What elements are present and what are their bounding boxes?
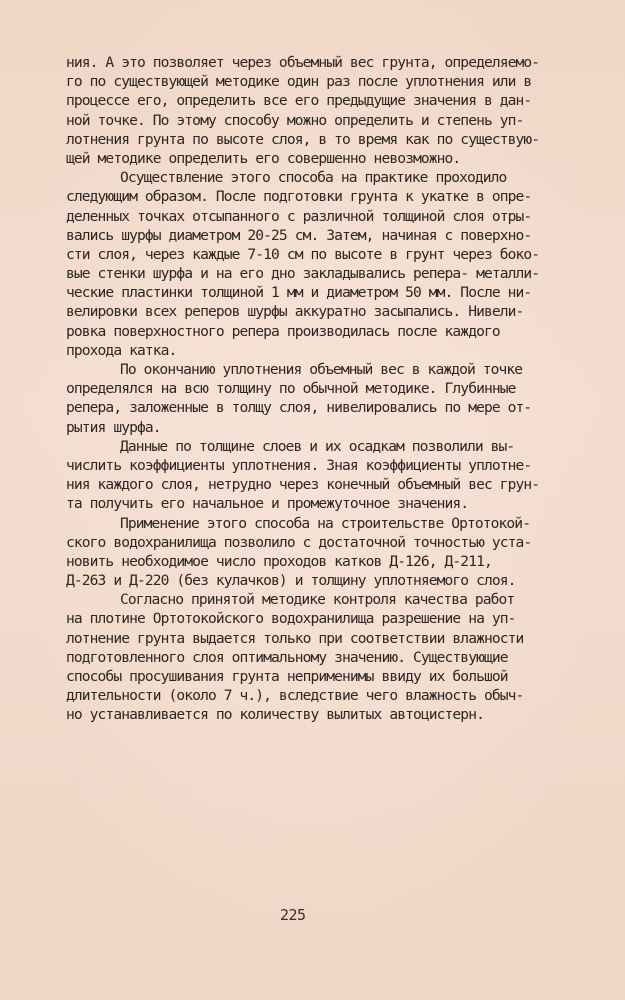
text-line: ровка поверхностного репера производилась после каждого [66, 322, 500, 340]
text-line: щей методике определить его совершенно невозможно. [66, 149, 461, 167]
text-line: лотнение грунта выдается только при соответствии влажности [66, 629, 524, 647]
paragraph-first-line: Согласно принятой методике контроля качества работ [120, 591, 515, 609]
paragraph-first-line: По окончанию уплотнения объемный вес в каждой точке [120, 361, 523, 378]
text-line: но устанавливается по количеству вылитых автоцистерн. [66, 706, 484, 724]
text-line: велировки всех реперов шурфы аккуратно засыпались. Нивели- [66, 303, 524, 321]
paragraph-first-line: Осуществление этого способа на практике проходило [120, 169, 507, 187]
text-line: ной точке. По этому способу можно определить и степень уп- [66, 111, 524, 129]
text-line: следующим образом. После подготовки грунта к укатке в опре- [66, 188, 532, 206]
page-number: 225 [280, 906, 306, 924]
text-line: ческие пластинки толщиной 1 мм и диаметром 50 мм. После ни- [66, 284, 532, 302]
text-line: деленных точках отсыпанного с различной толщиной слоя отры- [66, 207, 532, 225]
text-line: рытия шурфа. [66, 418, 161, 436]
text-line: Д-263 и Д-220 (без кулачков) и толщину уплотняемого слоя. [66, 572, 516, 590]
text-line: на плотине Ортотокойского водохранилища разрешение на уп- [66, 610, 516, 628]
paragraph-first-line: Данные по толщине слоев и их осадкам позволили вы- [120, 437, 515, 455]
text-line: го по существующей методике один раз после уплотнения или в [66, 73, 532, 91]
text-line: прохода катка. [66, 341, 177, 359]
text-line: процессе его, определить все его предыдущие значения в дан- [66, 92, 532, 110]
text-line: способы просушивания грунта неприменимы ввиду их большой [66, 668, 508, 685]
text-line: лотнения грунта по высоте слоя, в то время как по существую- [66, 130, 540, 148]
text-line: ния каждого слоя, нетрудно через конечный объемный вес грун- [66, 476, 540, 494]
text-line: вые стенки шурфа и на его дно закладывались репера- металли- [66, 265, 540, 283]
text-line: ского водохранилища позволило с достаточной точностью уста- [66, 533, 532, 551]
text-line: репера, заложенные в толщу слоя, нивелировались по мере от- [66, 399, 532, 417]
text-line: числить коэффициенты уплотнения. Зная коэффициенты уплотне- [66, 456, 532, 474]
text-line: вались шурфы диаметром 20-25 см. Затем, начиная с поверхно- [66, 226, 532, 244]
text-line: ния. А это позволяет через объемный вес грунта, определяемо- [66, 54, 540, 71]
paragraph-first-line: Применение этого способа на строительстве Ортотокой- [120, 514, 531, 532]
text-line: подготовленного слоя оптимальному значению. Существующие [66, 648, 508, 666]
text-line: длительности (около 7 ч.), вследствие чего влажность обыч- [66, 687, 524, 705]
text-line: новить необходимое число проходов катков Д-126, Д-211, [66, 552, 492, 570]
text-line: определялся на всю толщину по обычной методике. Глубинные [66, 380, 516, 398]
text-line: та получить его начальное и промежуточное значения. [66, 495, 469, 513]
body-text [66, 53, 562, 725]
text-line: сти слоя, через каждые 7-10 см по высоте в грунт через боко- [66, 245, 540, 263]
